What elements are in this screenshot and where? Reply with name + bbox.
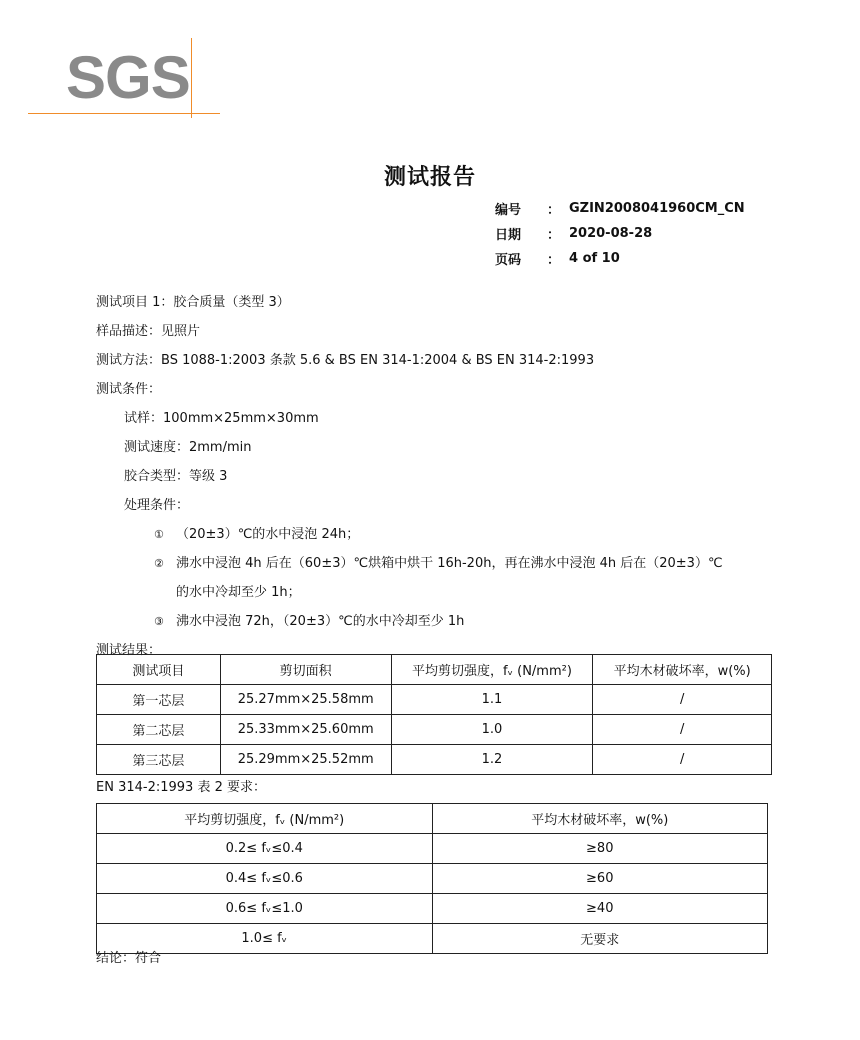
logo-vertical-line bbox=[191, 38, 192, 118]
treatment-item-2 bbox=[96, 549, 796, 578]
table-header-cell: 平均剪切强度，fᵥ (N/mm²) bbox=[391, 655, 593, 685]
table-cell: 1.2 bbox=[391, 745, 593, 775]
table-header-cell: 剪切面积 bbox=[220, 655, 391, 685]
table-cell: 第二芯层 bbox=[97, 715, 221, 745]
treatment-item-2-continuation: 的水中冷却至少 1h； bbox=[176, 585, 301, 600]
requirement-heading: EN 314-2:1993 表 2 要求： bbox=[96, 780, 266, 795]
treatment-item-1 bbox=[96, 520, 796, 549]
table-cell: 第一芯层 bbox=[97, 685, 221, 715]
treatment-marker: ② bbox=[154, 557, 164, 570]
results-table bbox=[96, 654, 772, 775]
table-row bbox=[97, 894, 768, 924]
test-speed-line: 测试速度：2mm/min bbox=[124, 440, 252, 455]
table-cell: 25.29mm×25.52mm bbox=[220, 745, 391, 775]
treatment-text: （20±3）℃的水中浸泡 24h； bbox=[176, 527, 360, 542]
table-row bbox=[97, 924, 768, 954]
table-cell: 0.4≤ fᵥ≤0.6 bbox=[97, 864, 433, 894]
sgs-logo bbox=[28, 38, 228, 128]
report-title: 测试报告 bbox=[383, 165, 476, 190]
report-body bbox=[96, 288, 796, 665]
table-cell: ≥60 bbox=[432, 864, 767, 894]
table-cell: / bbox=[593, 745, 772, 775]
table-cell: 1.1 bbox=[391, 685, 593, 715]
table-cell: 25.27mm×25.58mm bbox=[220, 685, 391, 715]
table-header-row bbox=[97, 655, 772, 685]
meta-label: 编号 bbox=[495, 203, 522, 218]
test-results-heading: 测试结果： bbox=[96, 643, 162, 658]
table-cell: / bbox=[593, 685, 772, 715]
requirements-table bbox=[96, 803, 768, 954]
table-header-cell: 平均木材破坏率，w(%) bbox=[593, 655, 772, 685]
table-header-cell: 平均剪切强度，fᵥ (N/mm²) bbox=[97, 804, 433, 834]
table-header-cell: 平均木材破坏率，w(%) bbox=[432, 804, 767, 834]
meta-separator: ： bbox=[547, 253, 561, 268]
treatment-text: 沸水中浸泡 72h，（20±3）℃的水中冷却至少 1h bbox=[176, 614, 465, 629]
table-cell: ≥80 bbox=[432, 834, 767, 864]
meta-row-date bbox=[495, 221, 745, 246]
meta-separator: ： bbox=[547, 203, 561, 218]
meta-separator: ： bbox=[547, 228, 561, 243]
table-header-cell: 测试项目 bbox=[97, 655, 221, 685]
table-cell: ≥40 bbox=[432, 894, 767, 924]
table-cell: 0.6≤ fᵥ≤1.0 bbox=[97, 894, 433, 924]
table-row bbox=[97, 715, 772, 745]
treatment-heading: 处理条件： bbox=[124, 498, 190, 513]
sgs-logo-text: SGS bbox=[66, 44, 190, 111]
table-cell: 第三芯层 bbox=[97, 745, 221, 775]
test-conditions-heading: 测试条件： bbox=[96, 382, 162, 397]
test-method-line: 测试方法：BS 1088-1:2003 条款 5.6 & BS EN 314-1:2004 & BS EN 314-2:1993 bbox=[96, 353, 595, 368]
meta-label: 页码 bbox=[495, 253, 522, 268]
treatment-marker: ③ bbox=[154, 615, 164, 628]
table-cell: 1.0≤ fᵥ bbox=[97, 924, 433, 954]
table-row bbox=[97, 745, 772, 775]
sample-description-line: 样品描述：见照片 bbox=[96, 324, 201, 339]
meta-value: 2020-08-28 bbox=[569, 226, 653, 241]
meta-value: GZIN2008041960CM_CN bbox=[569, 201, 745, 216]
treatment-text: 沸水中浸泡 4h 后在（60±3）℃烘箱中烘干 16h-20h，再在沸水中浸泡 4h 后在（20±3）℃ bbox=[176, 556, 723, 571]
table-cell: 1.0 bbox=[391, 715, 593, 745]
meta-label: 日期 bbox=[495, 228, 522, 243]
table-row bbox=[97, 834, 768, 864]
table-header-row bbox=[97, 804, 768, 834]
table-cell: 0.2≤ fᵥ≤0.4 bbox=[97, 834, 433, 864]
treatment-item-3 bbox=[96, 607, 796, 636]
test-item-line: 测试项目 1：胶合质量（类型 3） bbox=[96, 295, 290, 310]
table-row bbox=[97, 685, 772, 715]
table-cell: / bbox=[593, 715, 772, 745]
specimen-line: 试样：100mm×25mm×30mm bbox=[124, 411, 319, 426]
conclusion-line: 结论：符合 bbox=[96, 951, 162, 966]
bond-type-line: 胶合类型：等级 3 bbox=[124, 469, 228, 484]
table-cell: 无要求 bbox=[432, 924, 767, 954]
table-row bbox=[97, 864, 768, 894]
meta-row-number bbox=[495, 196, 745, 221]
report-meta bbox=[495, 196, 745, 271]
meta-row-page bbox=[495, 246, 745, 271]
table-cell: 25.33mm×25.60mm bbox=[220, 715, 391, 745]
treatment-marker: ① bbox=[154, 528, 164, 541]
meta-value: 4 of 10 bbox=[569, 251, 620, 266]
